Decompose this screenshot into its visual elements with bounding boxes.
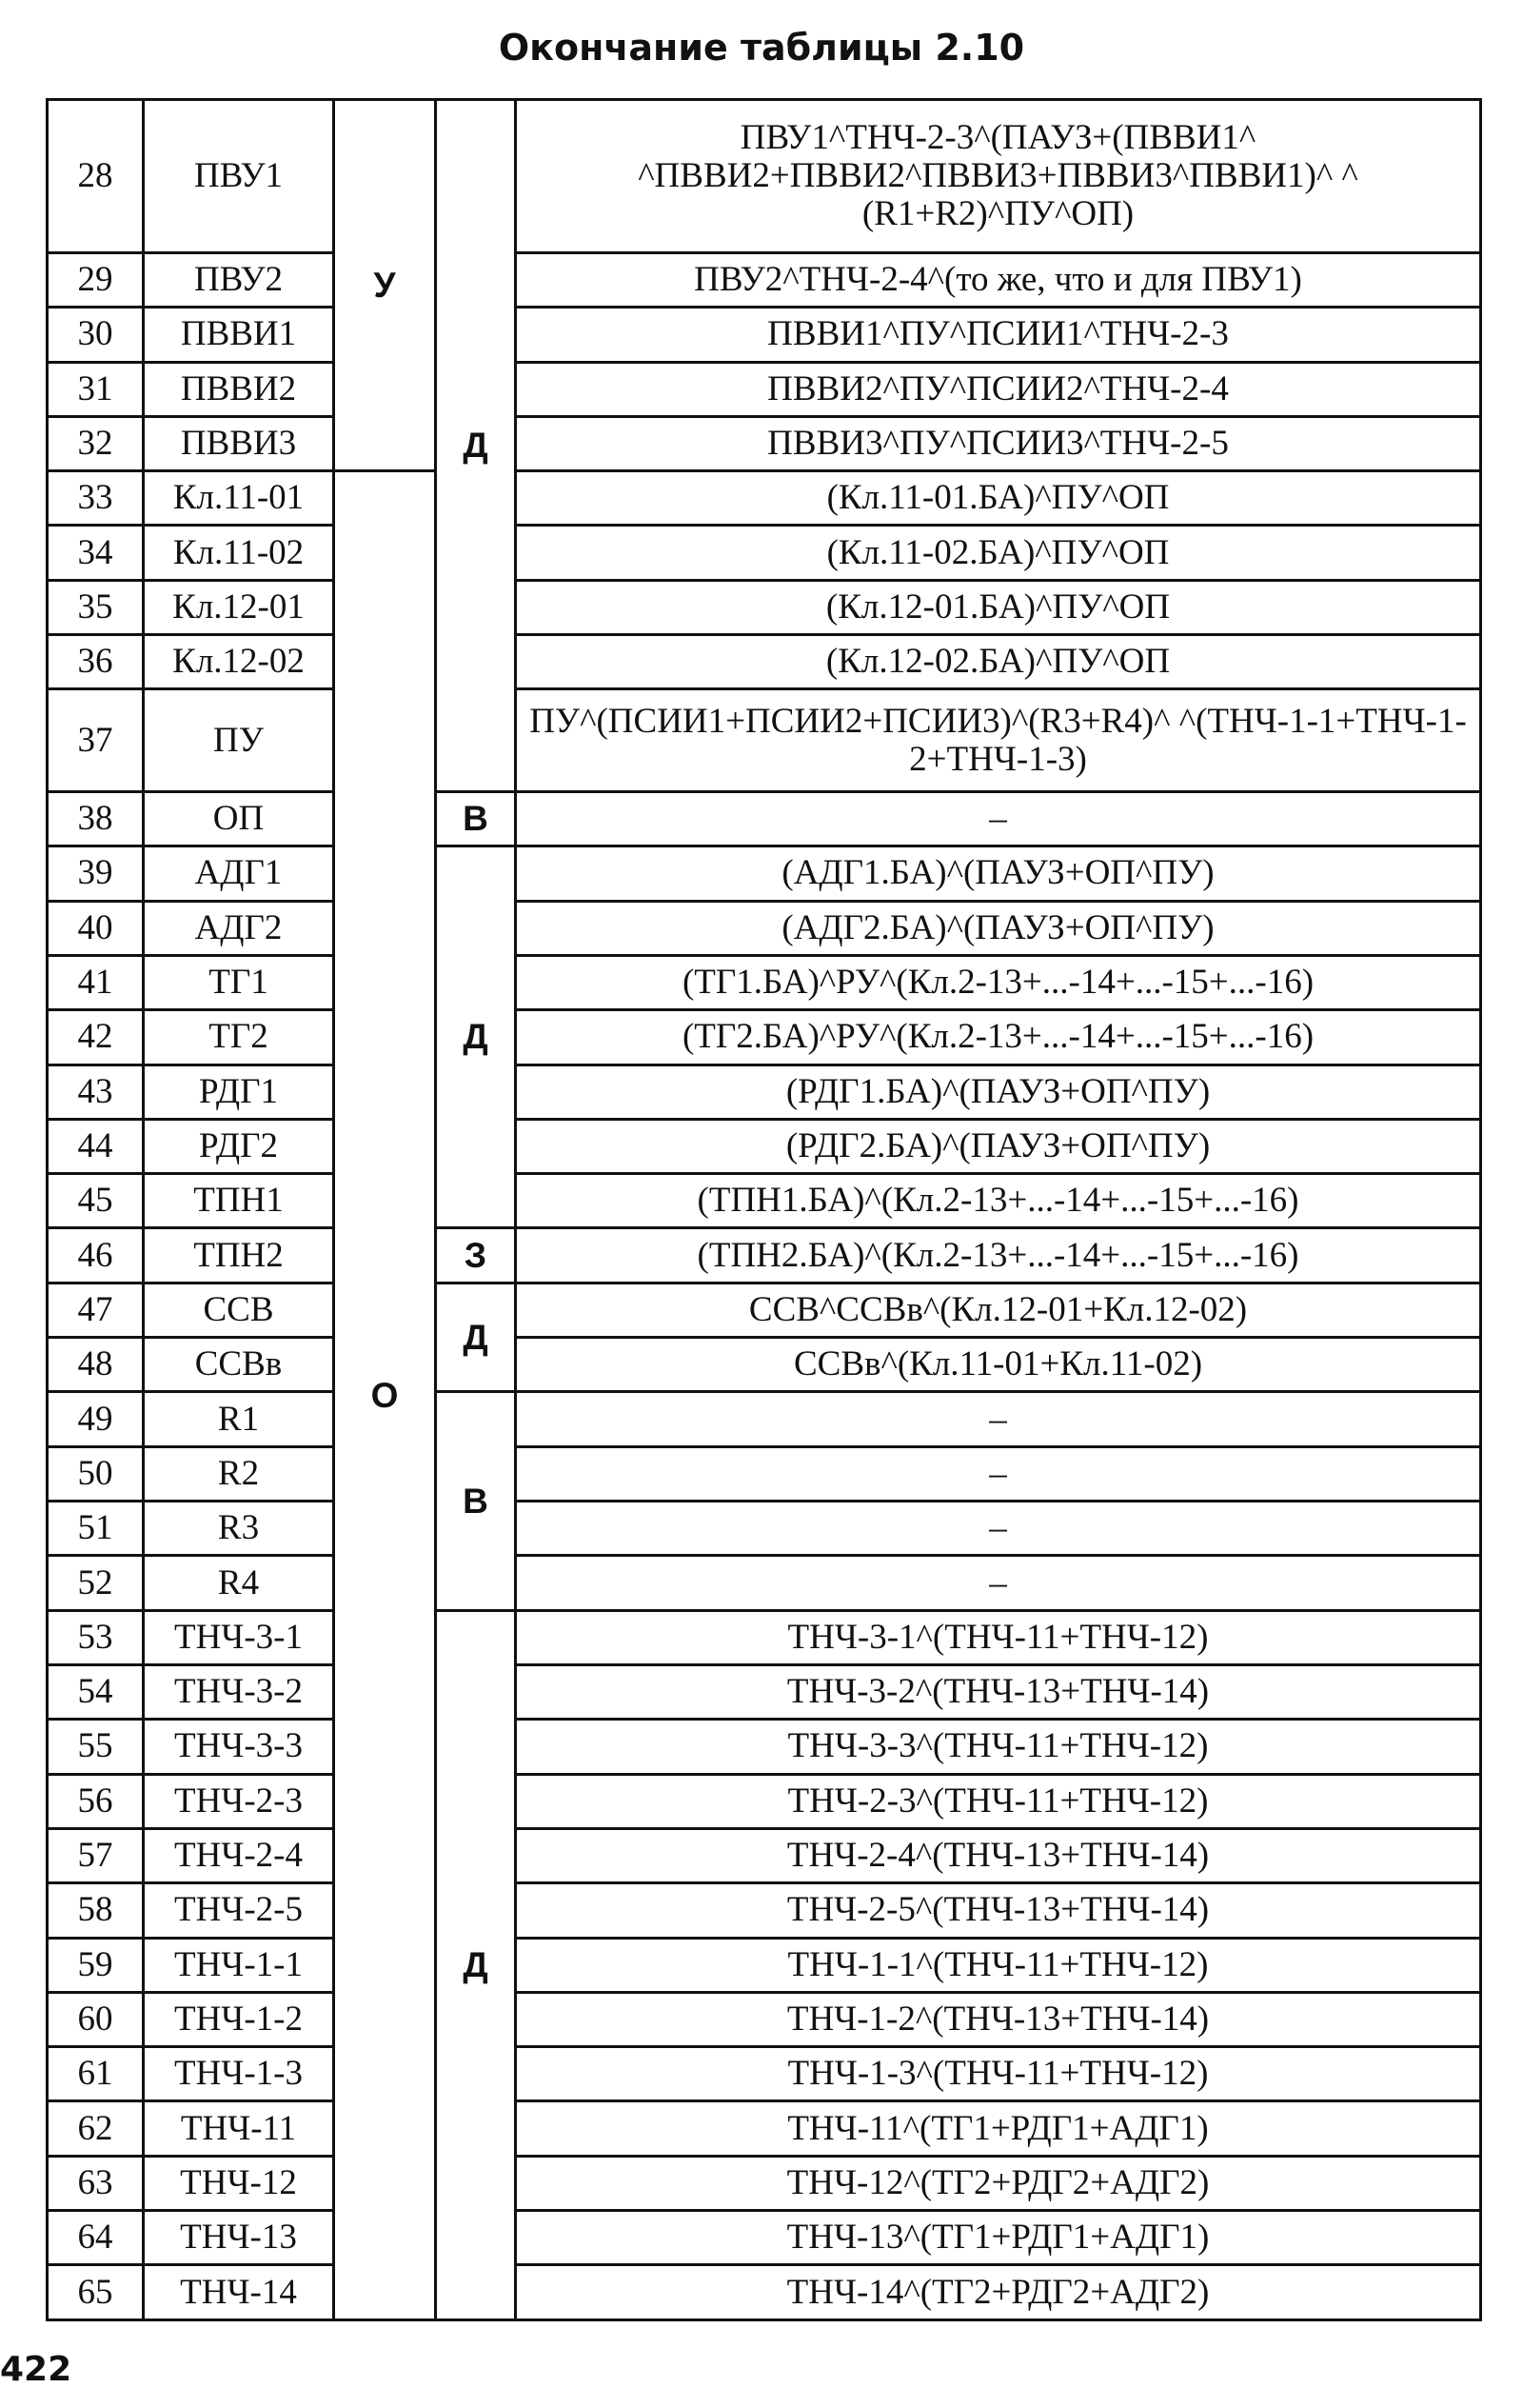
logic-formula: ССВ^ССВв^(Кл.12-01+Кл.12-02) <box>516 1283 1481 1337</box>
table-row <box>48 1556 1481 1610</box>
row-number: 56 <box>48 1774 144 1828</box>
row-number: 47 <box>48 1283 144 1337</box>
logic-formula: ТНЧ-3-1^(ТНЧ-11+ТНЧ-12) <box>516 1610 1481 1664</box>
logic-formula: (ТГ2.БА)^РУ^(Кл.2-13+...-14+...-15+...-16) <box>516 1010 1481 1065</box>
logic-formula: (Кл.12-02.БА)^ПУ^ОП <box>516 635 1481 689</box>
table-row <box>48 955 1481 1009</box>
table-row <box>48 1174 1481 1228</box>
element-name: ОП <box>144 791 334 846</box>
element-name: ТПН2 <box>144 1228 334 1283</box>
group-type-cell: Д <box>436 1283 516 1392</box>
table-row <box>48 100 1481 253</box>
logic-formula: (ТПН1.БА)^(Кл.2-13+...-14+...-15+...-16) <box>516 1174 1481 1228</box>
row-number: 43 <box>48 1065 144 1119</box>
element-name: ТНЧ-12 <box>144 2156 334 2210</box>
table-row <box>48 252 1481 307</box>
element-name: РДГ1 <box>144 1065 334 1119</box>
row-number: 46 <box>48 1228 144 1283</box>
element-name: ТНЧ-2-5 <box>144 1883 334 1938</box>
row-number: 49 <box>48 1392 144 1446</box>
element-name: R4 <box>144 1556 334 1610</box>
element-name: Кл.12-01 <box>144 580 334 634</box>
table-row <box>48 791 1481 846</box>
table-row <box>48 1010 1481 1065</box>
row-number: 39 <box>48 846 144 901</box>
element-name: Кл.12-02 <box>144 635 334 689</box>
logic-formula: – <box>516 791 1481 846</box>
group-type-cell: Д <box>436 1610 516 2319</box>
table-row <box>48 362 1481 416</box>
table-row <box>48 416 1481 470</box>
logic-formula: ТНЧ-3-3^(ТНЧ-11+ТНЧ-12) <box>516 1720 1481 1774</box>
element-name: ТНЧ-3-3 <box>144 1720 334 1774</box>
logic-formula: ПУ^(ПСИИ1+ПСИИ2+ПСИИ3)^(R3+R4)^ ^(ТНЧ-1-1+ТНЧ-1-2+ТНЧ-1-3) <box>516 689 1481 792</box>
element-name: ПУ <box>144 689 334 792</box>
logic-formula: ТНЧ-12^(ТГ2+РДГ2+АДГ2) <box>516 2156 1481 2210</box>
table-row <box>48 1664 1481 1719</box>
logic-formula: – <box>516 1556 1481 1610</box>
logic-formula: (АДГ2.БА)^(ПАУЗ+ОП^ПУ) <box>516 901 1481 955</box>
row-number: 31 <box>48 362 144 416</box>
table-row <box>48 1992 1481 2046</box>
element-name: ТНЧ-13 <box>144 2211 334 2265</box>
element-name: ТПН1 <box>144 1174 334 1228</box>
row-number: 28 <box>48 100 144 253</box>
row-number: 64 <box>48 2211 144 2265</box>
logic-formula: ТНЧ-3-2^(ТНЧ-13+ТНЧ-14) <box>516 1664 1481 1719</box>
logic-formula: – <box>516 1392 1481 1446</box>
element-name: ПВУ1 <box>144 100 334 253</box>
group-class-cell: О <box>334 471 436 2320</box>
row-number: 58 <box>48 1883 144 1938</box>
row-number: 61 <box>48 2047 144 2101</box>
table-row <box>48 2101 1481 2156</box>
logic-formula: (Кл.11-01.БА)^ПУ^ОП <box>516 471 1481 526</box>
element-name: ТГ1 <box>144 955 334 1009</box>
logic-formula: ПВВИ2^ПУ^ПСИИ2^ТНЧ-2-4 <box>516 362 1481 416</box>
table-row <box>48 1392 1481 1446</box>
row-number: 42 <box>48 1010 144 1065</box>
logic-formula: ПВВИ3^ПУ^ПСИИ3^ТНЧ-2-5 <box>516 416 1481 470</box>
element-name: R3 <box>144 1502 334 1556</box>
row-number: 50 <box>48 1446 144 1501</box>
table-row <box>48 1720 1481 1774</box>
row-number: 37 <box>48 689 144 792</box>
row-number: 60 <box>48 1992 144 2046</box>
logic-formula: ПВУ1^ТНЧ-2-3^(ПАУЗ+(ПВВИ1^ ^ПВВИ2+ПВВИ2^ПВВИ3+ПВВИ3^ПВВИ1)^ ^ (R1+R2)^ПУ^ОП) <box>516 100 1481 253</box>
table-row <box>48 1065 1481 1119</box>
logic-formula: ТНЧ-1-1^(ТНЧ-11+ТНЧ-12) <box>516 1938 1481 1992</box>
row-number: 35 <box>48 580 144 634</box>
row-number: 54 <box>48 1664 144 1719</box>
group-type-cell: В <box>436 791 516 846</box>
logic-formula: ПВВИ1^ПУ^ПСИИ1^ТНЧ-2-3 <box>516 308 1481 362</box>
element-name: ТНЧ-2-3 <box>144 1774 334 1828</box>
logic-formula: (Кл.11-02.БА)^ПУ^ОП <box>516 526 1481 580</box>
element-name: ПВВИ2 <box>144 362 334 416</box>
logic-formula: ССВв^(Кл.11-01+Кл.11-02) <box>516 1338 1481 1392</box>
logic-formula: – <box>516 1502 1481 1556</box>
table-row <box>48 471 1481 526</box>
logic-formula: ТНЧ-2-4^(ТНЧ-13+ТНЧ-14) <box>516 1828 1481 1882</box>
element-name: ТНЧ-3-1 <box>144 1610 334 1664</box>
table-row <box>48 526 1481 580</box>
row-number: 38 <box>48 791 144 846</box>
group-type-cell: Д <box>436 100 516 792</box>
row-number: 45 <box>48 1174 144 1228</box>
element-name: ТНЧ-11 <box>144 2101 334 2156</box>
element-name: ТНЧ-2-4 <box>144 1828 334 1882</box>
table-row <box>48 2156 1481 2210</box>
logic-formula: (ТГ1.БА)^РУ^(Кл.2-13+...-14+...-15+...-16) <box>516 955 1481 1009</box>
logic-formula: (Кл.12-01.БА)^ПУ^ОП <box>516 580 1481 634</box>
element-name: ПВВИ3 <box>144 416 334 470</box>
element-name: ПВУ2 <box>144 252 334 307</box>
row-number: 55 <box>48 1720 144 1774</box>
row-number: 30 <box>48 308 144 362</box>
element-name: Кл.11-02 <box>144 526 334 580</box>
logic-formula: ТНЧ-2-3^(ТНЧ-11+ТНЧ-12) <box>516 1774 1481 1828</box>
table-row <box>48 1502 1481 1556</box>
table-row <box>48 1283 1481 1337</box>
table-row <box>48 635 1481 689</box>
table-row <box>48 1228 1481 1283</box>
row-number: 29 <box>48 252 144 307</box>
logic-formula: (РДГ1.БА)^(ПАУЗ+ОП^ПУ) <box>516 1065 1481 1119</box>
row-number: 53 <box>48 1610 144 1664</box>
row-number: 34 <box>48 526 144 580</box>
element-name: АДГ1 <box>144 846 334 901</box>
row-number: 36 <box>48 635 144 689</box>
element-name: ТНЧ-1-1 <box>144 1938 334 1992</box>
page-number: 422 <box>0 2350 72 2389</box>
element-name: ТНЧ-1-3 <box>144 2047 334 2101</box>
element-name: ССВ <box>144 1283 334 1337</box>
table-row <box>48 689 1481 792</box>
logic-table <box>46 98 1482 2321</box>
element-name: ПВВИ1 <box>144 308 334 362</box>
element-name: R2 <box>144 1446 334 1501</box>
row-number: 51 <box>48 1502 144 1556</box>
logic-formula: ТНЧ-11^(ТГ1+РДГ1+АДГ1) <box>516 2101 1481 2156</box>
row-number: 40 <box>48 901 144 955</box>
row-number: 62 <box>48 2101 144 2156</box>
table-row <box>48 2047 1481 2101</box>
element-name: Кл.11-01 <box>144 471 334 526</box>
table-row <box>48 1119 1481 1173</box>
table-row <box>48 846 1481 901</box>
table-row <box>48 1774 1481 1828</box>
table-row <box>48 1883 1481 1938</box>
logic-formula: (РДГ2.БА)^(ПАУЗ+ОП^ПУ) <box>516 1119 1481 1173</box>
logic-formula: ТНЧ-1-3^(ТНЧ-11+ТНЧ-12) <box>516 2047 1481 2101</box>
element-name: ССВв <box>144 1338 334 1392</box>
row-number: 65 <box>48 2265 144 2320</box>
table-row <box>48 1938 1481 1992</box>
element-name: R1 <box>144 1392 334 1446</box>
element-name: АДГ2 <box>144 901 334 955</box>
table-row <box>48 580 1481 634</box>
row-number: 57 <box>48 1828 144 1882</box>
table-row <box>48 901 1481 955</box>
logic-formula: ТНЧ-14^(ТГ2+РДГ2+АДГ2) <box>516 2265 1481 2320</box>
table-row <box>48 1610 1481 1664</box>
group-class-cell: У <box>334 100 436 471</box>
table-row <box>48 1446 1481 1501</box>
logic-formula: (АДГ1.БА)^(ПАУЗ+ОП^ПУ) <box>516 846 1481 901</box>
element-name: ТНЧ-3-2 <box>144 1664 334 1719</box>
element-name: ТНЧ-1-2 <box>144 1992 334 2046</box>
row-number: 32 <box>48 416 144 470</box>
row-number: 52 <box>48 1556 144 1610</box>
table-row <box>48 1338 1481 1392</box>
table-row <box>48 308 1481 362</box>
logic-formula: ТНЧ-1-2^(ТНЧ-13+ТНЧ-14) <box>516 1992 1481 2046</box>
logic-formula: – <box>516 1446 1481 1501</box>
logic-formula: ПВУ2^ТНЧ-2-4^(то же, что и для ПВУ1) <box>516 252 1481 307</box>
group-type-cell: З <box>436 1228 516 1283</box>
table-caption: Окончание таблицы 2.10 <box>498 27 1025 69</box>
table-row <box>48 1828 1481 1882</box>
table-row <box>48 2265 1481 2320</box>
row-number: 59 <box>48 1938 144 1992</box>
logic-formula: ТНЧ-2-5^(ТНЧ-13+ТНЧ-14) <box>516 1883 1481 1938</box>
group-type-cell: В <box>436 1392 516 1610</box>
row-number: 41 <box>48 955 144 1009</box>
row-number: 63 <box>48 2156 144 2210</box>
logic-formula: (ТПН2.БА)^(Кл.2-13+...-14+...-15+...-16) <box>516 1228 1481 1283</box>
element-name: РДГ2 <box>144 1119 334 1173</box>
logic-formula: ТНЧ-13^(ТГ1+РДГ1+АДГ1) <box>516 2211 1481 2265</box>
row-number: 48 <box>48 1338 144 1392</box>
row-number: 44 <box>48 1119 144 1173</box>
element-name: ТНЧ-14 <box>144 2265 334 2320</box>
row-number: 33 <box>48 471 144 526</box>
table-row <box>48 2211 1481 2265</box>
group-type-cell: Д <box>436 846 516 1228</box>
element-name: ТГ2 <box>144 1010 334 1065</box>
